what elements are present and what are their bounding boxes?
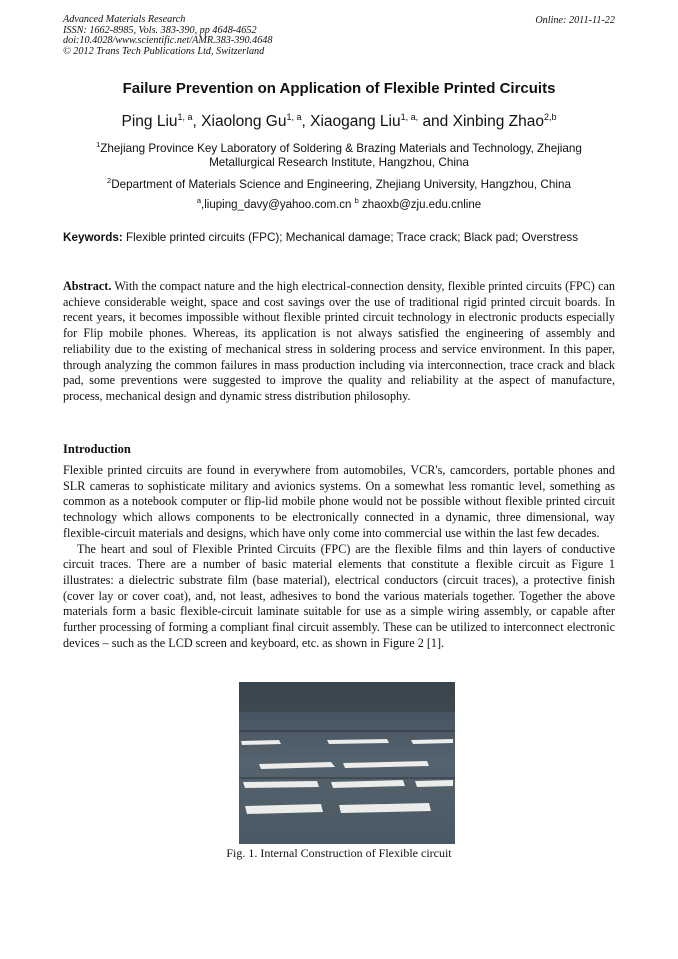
email-line — [0, 196, 678, 211]
micrograph-dark-band — [239, 682, 455, 712]
abstract-label: Abstract. — [63, 279, 112, 293]
micrograph-layer-line — [239, 730, 455, 732]
intro-paragraph-2: The heart and soul of Flexible Printed Circuits (FPC) are the flexible films and thin layers of conductive circuit traces. There are a number of basic material elements that constitute a flexible circuit as Figure 1 illustrates: a dielectric substrate film (base material), electrical conductors (circuit traces), a protective finish (cover lay or cover coat), and, not least, adhesives to bond the various materials together. Together the above materials form a basic flexible-circuit laminate suitable for use as a simple wiring assembly, or capable after further processing of forming a compliant final circuit assembly. These can be utilized to interconnect electronic devices – such as the LCD screen and keyboard, etc. as shown in Figure 2 [1]. — [63, 541, 615, 650]
copyright-line: © 2012 Trans Tech Publications Ltd, Switzerland — [63, 45, 265, 57]
abstract — [63, 279, 615, 405]
author-affil-sup: 1, a — [286, 112, 302, 122]
author-name: Xinbing Zhao — [452, 113, 544, 131]
email-sup: a — [196, 196, 202, 205]
author-conjunction: and — [422, 113, 449, 131]
email-link: ,liuping_davy@yahoo.com.cn — [201, 198, 352, 211]
circuit-trace — [415, 780, 453, 787]
affiliation-1 — [63, 138, 615, 171]
journal-name: Advanced Materials Research — [63, 14, 186, 25]
circuit-trace — [243, 781, 319, 788]
doi-line: doi:10.4028/www.scientific.net/AMR.383-390.4648 — [63, 35, 273, 47]
author-name: Xiaolong Gu — [201, 113, 287, 131]
author-affil-sup: 1, a — [177, 112, 193, 122]
affiliation-sup: 2 — [107, 176, 112, 185]
keywords-section — [63, 231, 615, 246]
affiliation-text: Zhejiang Province Key Laboratory of Soldering & Brazing Materials and Technology, Zhejiang Metallurgical Research Institute, Hangzhou, China — [100, 141, 582, 170]
journal-header — [63, 15, 272, 57]
author-name: Ping Liu — [121, 113, 178, 131]
abstract-text: With the compact nature and the high electrical-connection density, flexible printed circuits (FPC) can achieve considerable weight, space and cost savings over the use of traditional rigid printed circuit boards. In recent years, it becomes impossible without flexible printed circuit technology in electronic products especially for Flip mobile phones. Whereas, its application is not always satisfied the engineering of assembly and reliability due to the existing of mechanical stress in soldering process and service environment. In this paper, through analyzing the common failures in mass production including via interconnection, trace crack and black pad, some preventions were suggested to improve the quality and reliability at the aspect of manufacture, process, mechanical design and dynamic stress distribution philosophy. — [63, 279, 616, 403]
fpc-micrograph-figure — [239, 682, 455, 844]
online-date: Online: 2011-11-22 — [535, 15, 615, 26]
section-heading: Introduction — [63, 442, 131, 456]
affiliation-2 — [63, 174, 615, 192]
author-affil-sup: 1, a, — [400, 112, 419, 122]
email-sup: b — [354, 196, 359, 205]
keywords-text: Flexible printed circuits (FPC); Mechanical damage; Trace crack; Black pad; Overstress — [126, 231, 579, 244]
intro-body — [63, 463, 615, 651]
author-affil-sup: 2,b — [543, 112, 557, 122]
micrograph-layer-line — [239, 777, 455, 779]
email-link: zhaoxb@zju.edu.cnline — [362, 198, 482, 211]
affiliation-text: Department of Materials Science and Engineering, Zhejiang University, Hangzhou, China — [111, 177, 571, 191]
author-list: Ping Liu$^{1, a}$, Xiaolong Gu$^{1, a}$, Xiaogang Liu$^{1, a,}$ and Xinbing Zhao$^{2,b}$ — [121, 112, 557, 131]
author-name: Xiaogang Liu — [310, 113, 401, 131]
intro-paragraph-1: Flexible printed circuits are found in everywhere from automobiles, VCR's, camcorders, portable phones and SLR cameras to sophisticate military and avionics systems. On a somewhat less romantic level, something as common as a notebook computer or flip-lid mobile phone would not be possible without flexible printed circuit technology which allows components to be electronically connected in a dynamic, three dimensional, way flexible-circuit materials and designs, which have only come into commercial use within the last few decades. — [63, 463, 615, 540]
figure-caption: Fig. 1. Internal Construction of Flexible circuit — [226, 846, 452, 860]
keywords-label: Keywords: — [63, 231, 123, 244]
affiliation-sup: 1 — [96, 140, 101, 149]
issn-line: ISSN: 1662-8985, Vols. 383-390, pp 4648-4652 — [63, 24, 257, 36]
paper-title: Failure Prevention on Application of Flexible Printed Circuits — [122, 80, 556, 97]
